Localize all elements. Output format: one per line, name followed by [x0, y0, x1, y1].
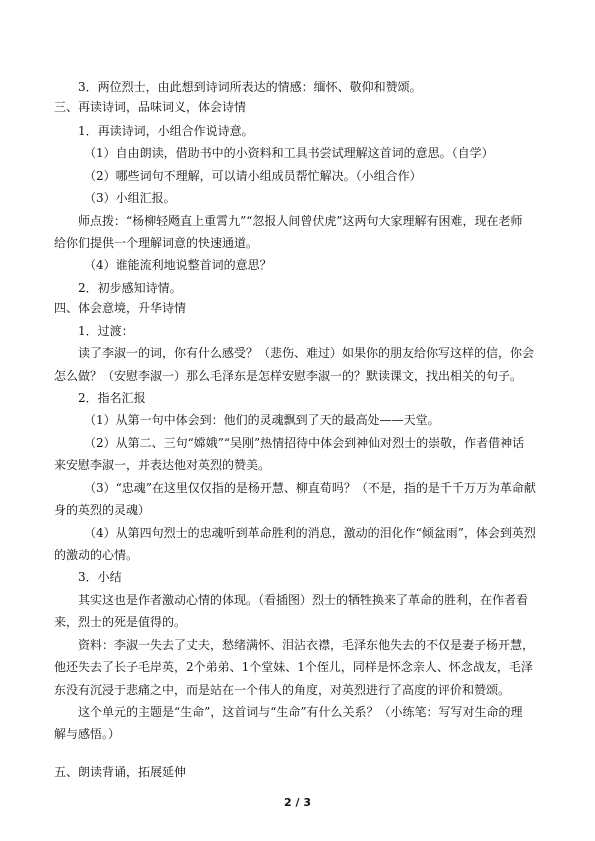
paragraph-line: （2）从第二、三句“嫦娥”“吴刚”热情招待中体会到神仙对烈士的崇敬，作者借神话	[84, 435, 525, 450]
paragraph-line: 资料：李淑一失去了丈夫，愁绪满怀、泪沾衣襟，毛泽东他失去的不仅是妻子杨开慧，	[78, 637, 535, 652]
paragraph-line: 怎么做？（安慰李淑一）那么毛泽东是怎样安慰李淑一的？默读课文，找出相关的句子。	[54, 368, 523, 383]
paragraph-line: （4）从第四句烈士的忠魂听到革命胜利的消息，激动的泪化作“倾盆雨”，体会到英烈	[84, 525, 536, 540]
paragraph-line: 这个单元的主题是“生命”，这首词与“生命”有什么关系？（小练笔：写写对生命的理	[78, 704, 523, 719]
paragraph-emotion-summary: 3．两位烈士，由此想到诗词所表达的情感：缅怀、敬仰和赞颂。	[78, 80, 422, 94]
step-heading-report: 2．指名汇报	[78, 391, 146, 406]
list-item-3: （3）小组汇报。	[84, 191, 176, 206]
step-heading-transition: 1．过渡：	[78, 323, 134, 338]
step-heading-perceive: 2．初步感知诗情。	[78, 280, 182, 295]
paragraph-line: 读了李淑一的词，你有什么感受？（悲伤、难过）如果你的朋友给你写这样的信，你会	[78, 346, 535, 361]
paragraph-line: 他还失去了长子毛岸英，2个弟弟、1个堂妹、1个侄儿，同样是怀念亲人、怀念战友，毛泽	[54, 660, 533, 675]
list-item-report-1: （1）从第一句中体会到：他们的灵魂飘到了天的最高处——天堂。	[84, 413, 440, 428]
section-heading-4: 四、体会意境，升华诗情	[54, 301, 187, 316]
paragraph-line: （3）“忠魂”在这里仅仅指的是杨开慧、柳直荀吗？（不是，指的是千千万万为革命献	[84, 480, 536, 495]
paragraph-line: 的激动的心情。	[54, 548, 139, 562]
step-heading-summary: 3．小结	[78, 570, 122, 585]
list-item-2: （2）哪些词句不理解，可以请小组成员帮忙解决。（小组合作）	[84, 168, 422, 183]
paragraph-line: 给你们提供一个理解词意的快速通道。	[54, 236, 259, 250]
list-item-1: （1）自由朗读，借助书中的小资料和工具书尝试理解这首词的意思。（自学）	[84, 146, 494, 161]
paragraph-line: 来安慰李淑一，并表达他对英烈的赞美。	[54, 458, 271, 473]
paragraph-line: 师点拨：“杨柳轻飏直上重霄九”“忽报人间曾伏虎”这两句大家理解有困难，现在老师	[78, 213, 523, 228]
paragraph-line: 身的英烈的灵魂）	[54, 503, 151, 518]
paragraph-line: 其实这也是作者激动心情的体现。（看插图）烈士的牺牲换来了革命的胜利，在作者看	[78, 592, 529, 607]
paragraph-line: 来，烈士的死是值得的。	[54, 615, 187, 630]
list-item-4: （4）谁能流利地说整首词的意思？	[84, 258, 272, 273]
step-heading-reread: 1．再读诗词，小组合作说诗意。	[78, 123, 254, 138]
section-heading-3: 三、再读诗词，品味词义，体会诗情	[54, 100, 247, 115]
paragraph-line: 解与感悟。）	[54, 727, 121, 742]
section-heading-5: 五、朗读背诵，拓展延伸	[54, 765, 187, 779]
page-number: 2 / 3	[284, 796, 311, 809]
paragraph-line: 东没有沉浸于悲痛之中，而是站在一个伟人的角度，对英烈进行了高度的评价和赞颂。	[54, 682, 511, 697]
